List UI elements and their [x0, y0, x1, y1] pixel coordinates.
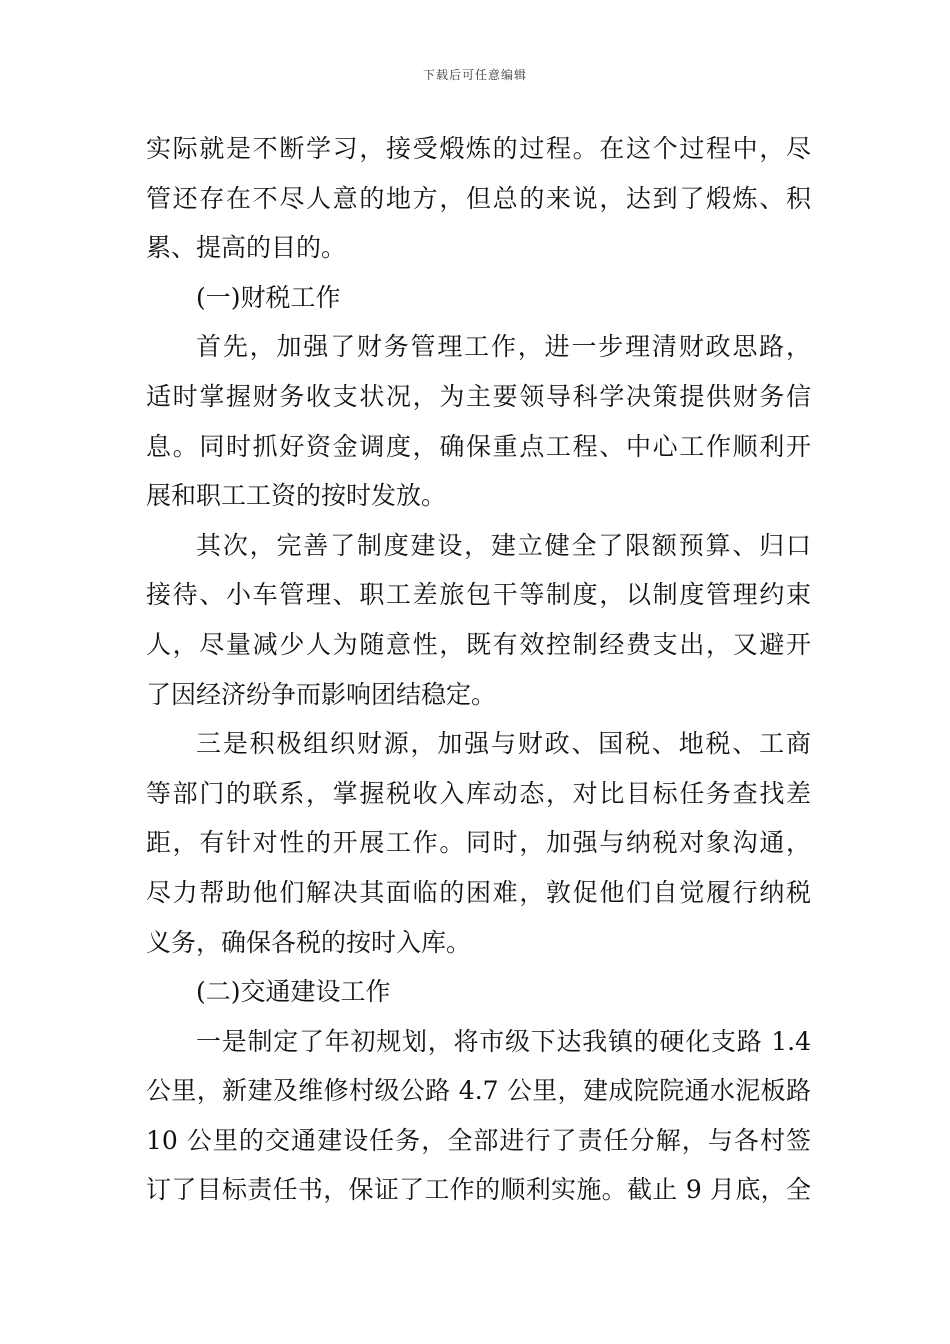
text-line: 接待、小车管理、职工差旅包干等制度，以制度管理约束	[146, 580, 811, 610]
text-line: 累、提高的目的。	[146, 233, 347, 263]
text-line: (二)交通建设工作	[196, 977, 391, 1007]
text-line: 等部门的联系，掌握税收入库动态，对比目标任务查找差	[146, 778, 811, 808]
text-line: 管还存在不尽人意的地方，但总的来说，达到了煅炼、积	[146, 183, 811, 213]
text-line: 其次，完善了制度建设，建立健全了限额预算、归口	[196, 530, 811, 560]
text-line: 适时掌握财务收支状况，为主要领导科学决策提供财务信	[146, 381, 811, 411]
text-line: 10 公里的交通建设任务，全部进行了责任分解，与各村签	[146, 1125, 811, 1155]
text-line: 了因经济纷争而影响团结稳定。	[146, 679, 497, 709]
text-line: 尽力帮助他们解决其面临的困难，敦促他们自觉履行纳税	[146, 877, 811, 907]
text-line: 首先，加强了财务管理工作，进一步理清财政思路，	[196, 332, 811, 362]
text-line: 人，尽量减少人为随意性，既有效控制经费支出，又避开	[146, 629, 811, 659]
text-line: 距，有针对性的开展工作。同时，加强与纳税对象沟通，	[146, 828, 811, 858]
page-header: 下载后可任意编辑	[422, 68, 527, 82]
text-line: 订了目标责任书，保证了工作的顺利实施。截止 9 月底，全	[146, 1175, 811, 1205]
document-body	[146, 124, 811, 1215]
text-line: (一)财税工作	[196, 282, 341, 312]
text-line: 一是制定了年初规划，将市级下达我镇的硬化支路 1.4	[196, 1026, 811, 1056]
text-line: 公里，新建及维修村级公路 4.7 公里，建成院院通水泥板路	[146, 1076, 811, 1106]
text-line: 三是积极组织财源，加强与财政、国税、地税、工商	[196, 729, 811, 759]
text-line: 展和职工工资的按时发放。	[146, 481, 447, 511]
text-line: 义务，确保各税的按时入库。	[146, 927, 472, 957]
text-line: 息。同时抓好资金调度，确保重点工程、中心工作顺利开	[146, 431, 811, 461]
text-line: 实际就是不断学习，接受煅炼的过程。在这个过程中，尽	[146, 134, 811, 163]
